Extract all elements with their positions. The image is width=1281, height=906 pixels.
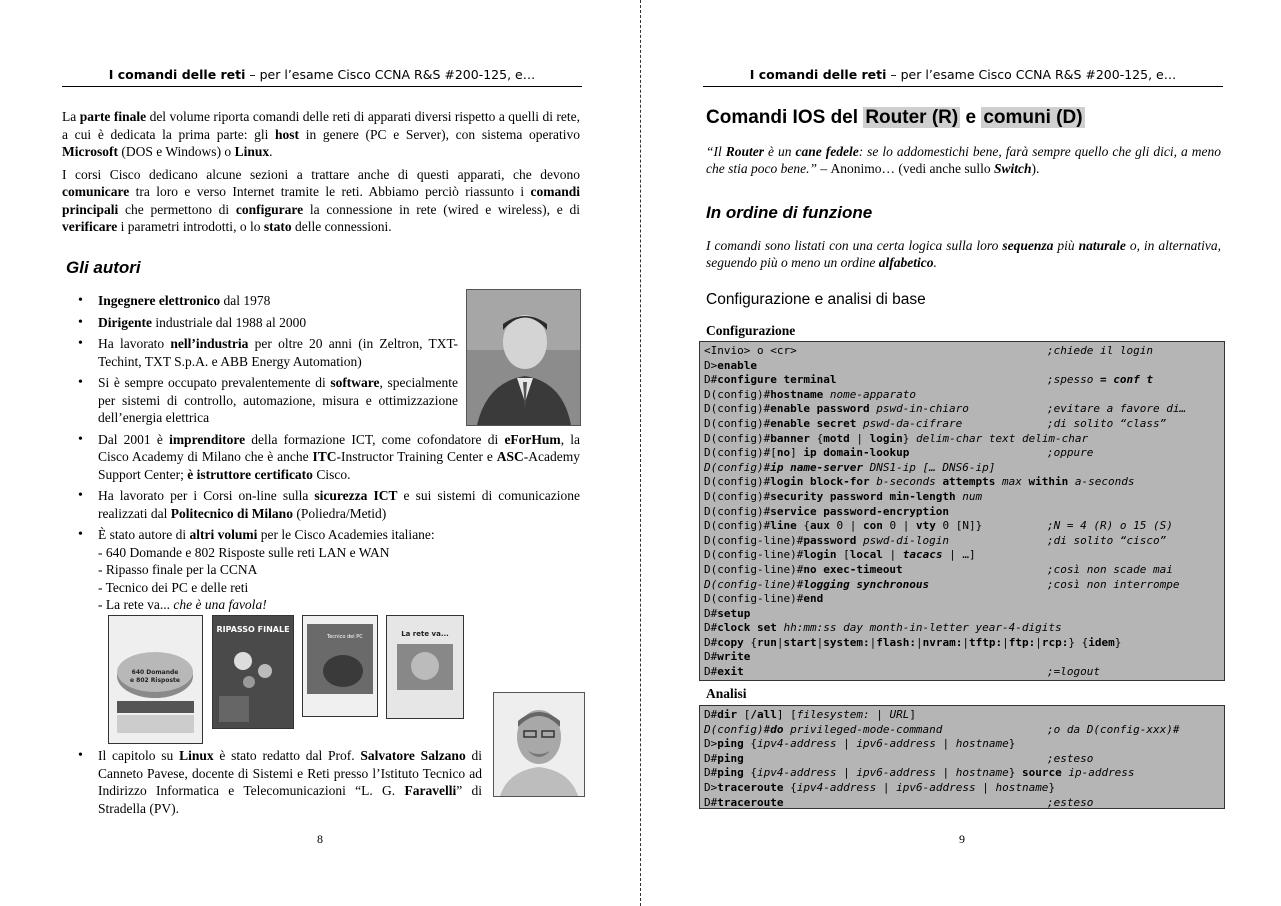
config-command-line — [704, 373, 1220, 388]
author-bullet: • Ingegnere elettronico dal 1978 — [98, 292, 458, 310]
config-command-line — [704, 417, 1220, 432]
config-command-line — [704, 490, 1220, 505]
command-text: D(config-line)#logging synchronous — [704, 577, 930, 591]
authors-list-container — [62, 292, 580, 618]
command-text: D#ping — [704, 751, 744, 765]
command-text: D(config)#login block-for b-seconds attempts max within a-seconds — [704, 475, 1135, 489]
authors-list — [62, 292, 580, 614]
config-command-line — [704, 519, 1220, 534]
command-text: D(config-line)#login [local | tacacs | …] — [704, 548, 976, 562]
book-cover-image — [303, 616, 377, 716]
command-text: D(config)#enable password pswd-in-chiaro — [704, 402, 969, 416]
command-text: D(config-line)#end — [704, 592, 824, 606]
config-command-line — [704, 432, 1220, 447]
author-bullet: • Ha lavorato nell’industria per oltre 20 anni (in Zeltron, TXT-Techint, TXT S.p.A. e ABB Energy Automation) — [98, 335, 458, 370]
config-lines — [704, 344, 1220, 680]
command-text: D#copy {run|start|system:|flash:|nvram:|tftp:|ftp:|rcp:} {idem} — [704, 635, 1122, 649]
author-bullet: • Si è sempre occupato prevalentemente di software, specialmente per sistemi di controllo, automazione, misura e ottimizzazione dell’energia elettrica — [98, 374, 458, 427]
config-code-box — [699, 341, 1225, 681]
running-head-right — [703, 66, 1223, 87]
config-command-line — [704, 534, 1220, 549]
intro-text — [62, 108, 580, 241]
command-comment: ;esteso — [1047, 795, 1094, 809]
svg-text:RIPASSO FINALE: RIPASSO FINALE — [216, 625, 290, 634]
config-command-line — [704, 621, 1220, 636]
book-cover-640-domande — [108, 615, 203, 744]
command-comment: ;di solito “cisco” — [1047, 533, 1167, 547]
command-text: D(config)#security password min-length num — [704, 489, 983, 503]
analysis-code-box — [699, 705, 1225, 809]
command-comment: ;così non scade mai — [1047, 562, 1173, 576]
svg-text:640 Domande: 640 Domande — [131, 669, 179, 676]
author-bullet: • Ha lavorato per i Corsi on-line sulla sicurezza ICT e sui sistemi di comunicazione realizzati dal Politecnico di Milano (Poliedra/Metid) — [98, 487, 580, 522]
page-number-right: 9 — [959, 832, 965, 846]
running-head-rest: – per l’esame Cisco CCNA R&S #200-125, e… — [886, 67, 1177, 82]
analysis-command-line — [704, 781, 1220, 796]
quote-text: “Il Router è un cane fedele: se lo addomestichi bene, farà sempre quello che gli dici, a meno che stia poco bene.” – Anonimo… (vedi anche sullo Switch). — [706, 144, 1221, 176]
config-command-line — [704, 402, 1220, 417]
command-text: D(config)#service password-encryption — [704, 504, 950, 518]
analysis-label: Analisi — [706, 686, 747, 701]
title-router-highlight: Router (R) — [865, 107, 959, 128]
command-text: D(config)#ip name-server DNS1-ip [… DNS6-ip] — [704, 460, 996, 474]
config-command-line — [704, 607, 1220, 622]
authors-title: Gli autori — [66, 258, 141, 277]
analysis-command-line — [704, 796, 1220, 811]
command-comment: ;spesso = conf t — [1047, 373, 1153, 387]
command-comment: ;o da D(config-xxx)# — [1047, 722, 1180, 736]
command-comment: ;così non interrompe — [1047, 577, 1180, 591]
command-text: D(config)#line {aux 0 | con 0 | vty 0 [N]} — [704, 519, 983, 533]
command-text: D(config)#hostname nome-apparato — [704, 387, 916, 401]
config-command-line — [704, 461, 1220, 476]
command-comment: ;di solito “class” — [1047, 416, 1167, 430]
command-comment: ;oppure — [1047, 446, 1094, 460]
command-text: D>enable — [704, 358, 757, 372]
command-text: D(config)#do privileged-mode-command — [704, 722, 943, 736]
analysis-command-line — [704, 708, 1220, 723]
command-text: D#traceroute — [704, 795, 784, 809]
config-command-line — [704, 665, 1220, 680]
linux-list — [62, 747, 482, 817]
command-comment: ;evitare a favore di… — [1047, 402, 1187, 416]
command-text: D(config-line)#password pswd-di-login — [704, 533, 950, 547]
command-text: D>traceroute {ipv4-address | ipv6-address | hostname} — [704, 780, 1056, 794]
left-page — [0, 0, 640, 906]
running-head-bold: I comandi delle reti — [749, 67, 887, 82]
svg-text:e 802 Risposte: e 802 Risposte — [130, 677, 180, 684]
title-prefix: Comandi IOS del — [706, 107, 864, 128]
command-comment: ;chiede il login — [1047, 344, 1153, 357]
command-text: D(config)#banner {motd | login} delim-char text delim-char — [704, 431, 1089, 445]
book-cover-image — [387, 616, 463, 718]
config-command-line — [704, 548, 1220, 563]
command-text: D(config)#enable secret pswd-da-cifrare — [704, 416, 963, 430]
command-comment: ;esteso — [1047, 751, 1094, 765]
book-cover-image — [213, 616, 293, 728]
config-command-line — [704, 636, 1220, 651]
subsection-title: Configurazione e analisi di base — [706, 291, 926, 308]
config-command-line — [704, 475, 1220, 490]
section-description: I comandi sono listati con una certa logica sulla loro sequenza più naturale o, in alternativa, seguendo più o meno un ordine alfabetico. — [706, 238, 1221, 270]
config-command-line — [704, 578, 1220, 593]
section-title: In ordine di funzione — [706, 203, 873, 222]
analysis-command-line — [704, 737, 1220, 752]
page-title — [706, 107, 1085, 129]
analysis-command-line — [704, 723, 1220, 738]
config-command-line — [704, 563, 1220, 578]
book-cover-tecnico-pc — [302, 615, 378, 717]
config-label: Configurazione — [706, 323, 796, 338]
book-cover-image — [109, 616, 202, 743]
analysis-command-line — [704, 752, 1220, 767]
running-head-left — [62, 66, 582, 87]
command-text: D#write — [704, 650, 751, 664]
command-comment: ;N = 4 (R) o 15 (S) — [1047, 519, 1173, 533]
book-cover-la-rete-va — [386, 615, 464, 719]
analysis-command-line — [704, 766, 1220, 781]
command-comment: ;=logout — [1047, 665, 1100, 679]
author-bullet: • È stato autore di altri volumi per le Cisco Academies italiane: - 640 Domande e 802 Risposte sulle reti LAN e WAN - Ripasso finale per la CCNA - Tecnico dei PC e delle reti - La rete va... che è una favola! — [98, 526, 580, 614]
command-text: D(config-line)#no exec-timeout — [704, 562, 903, 576]
config-command-line — [704, 592, 1220, 607]
config-command-line — [704, 344, 1220, 359]
linux-bullet-container — [62, 747, 482, 821]
intro-paragraph-1: La parte finale del volume riporta comandi delle reti di apparati diversi rispetto a quelli di rete, a cui è dedicata la prima parte: gli host in genere (PC e Server), con sistema operativo Microsoft (DOS e Windows) o Linux. — [62, 109, 580, 159]
title-mid: e — [960, 107, 982, 128]
running-head-rest: – per l’esame Cisco CCNA R&S #200-125, e… — [245, 67, 536, 82]
title-common-highlight: comuni (D) — [983, 107, 1083, 128]
config-command-line — [704, 505, 1220, 520]
command-text: D>ping {ipv4-address | ipv6-address | hostname} — [704, 737, 1016, 751]
linux-author-bullet: • Il capitolo su Linux è stato redatto dal Prof. Salvatore Salzano di Canneto Pavese, docente di Sistemi e Reti presso l’Istituto Tecnico ad Indirizzo Informatica e Telecomunicazioni “L. G. Faravelli” di Stradella (PV). — [98, 747, 482, 817]
author-bullet: • Dal 2001 è imprenditore della formazione ICT, come cofondatore di eForHum, la Cisco Academy di Milano che è anche ITC-Instructor Training Center e ASC-Academy Support Center; è istruttore certificato Cisco. — [98, 431, 580, 484]
config-command-line — [704, 359, 1220, 374]
intro-paragraph-2: I corsi Cisco dedicano alcune sezioni a trattare anche di questi apparati, che devono comunicare tra loro e verso Internet tramite le reti. Abbiamo perciò riassunto i comandi principali che permettono di configurare la connessione in rete (wired e wireless), e di verificare i parametri introdotti, o lo stato delle connessioni. — [62, 166, 580, 234]
book-cover-ripasso-finale — [212, 615, 294, 729]
svg-text:Tecnico dei PC: Tecnico dei PC — [327, 634, 363, 640]
page-number-left: 8 — [317, 832, 323, 846]
coauthor-photo — [493, 692, 585, 797]
command-text: D#clock set hh:mm:ss day month-in-letter year-4-digits — [704, 621, 1062, 635]
command-text: D#setup — [704, 606, 751, 620]
config-command-line — [704, 650, 1220, 665]
command-text: D(config)#[no] ip domain-lookup — [704, 446, 910, 460]
config-command-line — [704, 388, 1220, 403]
running-head-bold: I comandi delle reti — [108, 67, 246, 82]
svg-text:La rete va...: La rete va... — [401, 630, 449, 638]
command-text: D#dir [/all] [filesystem: | URL] — [704, 708, 916, 721]
author-bullet: • Dirigente industriale dal 1988 al 2000 — [98, 314, 458, 332]
analysis-lines — [704, 708, 1220, 810]
command-text: D#ping {ipv4-address | ipv6-address | hostname} source ip-address — [704, 766, 1135, 780]
right-page — [641, 0, 1281, 906]
command-text: D#configure terminal — [704, 373, 837, 387]
command-text: D#exit — [704, 665, 744, 679]
command-text: <Invio> o <cr> — [704, 344, 797, 357]
config-command-line — [704, 446, 1220, 461]
coauthor-portrait-image — [494, 693, 584, 796]
